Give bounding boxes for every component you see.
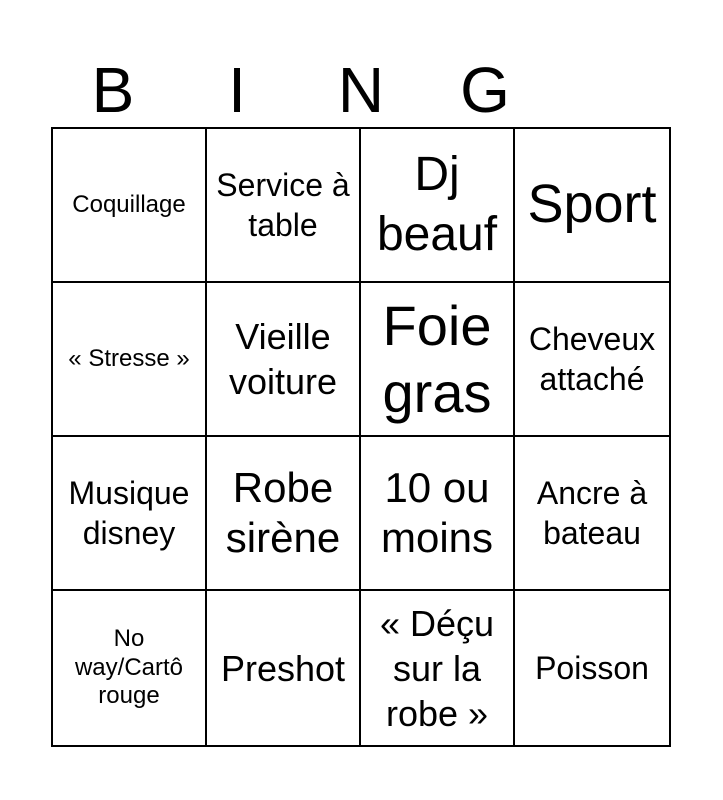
bingo-cell-text: Vieille voiture [228, 316, 338, 402]
header-letter-i: I [228, 54, 246, 126]
bingo-cell-text: Musique disney [68, 475, 190, 551]
bingo-cell-3-2[interactable] [207, 437, 361, 591]
bingo-cell-4-1[interactable] [53, 591, 207, 745]
bingo-cell-1-1[interactable] [53, 129, 207, 283]
bingo-cell-text: Robe sirène [225, 463, 341, 561]
bingo-cell-text: Foie gras [382, 293, 492, 424]
bingo-cell-3-3[interactable] [361, 437, 515, 591]
bingo-cell-text: Ancre à bateau [536, 475, 648, 551]
bingo-cell-text: Poisson [535, 650, 649, 686]
header-letter-g: G [460, 54, 510, 126]
bingo-cell-2-1[interactable] [53, 283, 207, 437]
bingo-cell-2-4[interactable] [515, 283, 669, 437]
bingo-cell-3-1[interactable] [53, 437, 207, 591]
header-letter-o [547, 52, 671, 128]
bingo-cell-text: 10 ou moins [380, 463, 494, 561]
bingo-cell-1-4[interactable] [515, 129, 669, 283]
bingo-cell-text: Sport [527, 174, 657, 235]
bingo-cell-2-3[interactable] [361, 283, 515, 437]
header-letter-b: B [91, 54, 135, 126]
bingo-cell-text: Coquillage [72, 190, 186, 218]
header-letter-n: N [337, 54, 385, 126]
bingo-cell-text: Dj beauf [376, 148, 498, 261]
bingo-cell-text: « Stresse » [68, 344, 190, 372]
bingo-board [51, 127, 671, 747]
bingo-cell-1-2[interactable] [207, 129, 361, 283]
bingo-cell-4-3[interactable] [361, 591, 515, 745]
bingo-cell-text: « Déçu sur la robe » [379, 602, 495, 734]
bingo-header [51, 52, 671, 128]
bingo-cell-text: No way/Cartô rouge [74, 624, 184, 710]
bingo-cell-1-3[interactable] [361, 129, 515, 283]
bingo-cell-text: Service à table [216, 167, 350, 243]
bingo-cell-text: Cheveux attaché [528, 321, 656, 397]
bingo-cell-4-4[interactable] [515, 591, 669, 745]
bingo-cell-3-4[interactable] [515, 437, 669, 591]
bingo-cell-2-2[interactable] [207, 283, 361, 437]
bingo-cell-text: Preshot [220, 647, 346, 689]
bingo-cell-4-2[interactable] [207, 591, 361, 745]
